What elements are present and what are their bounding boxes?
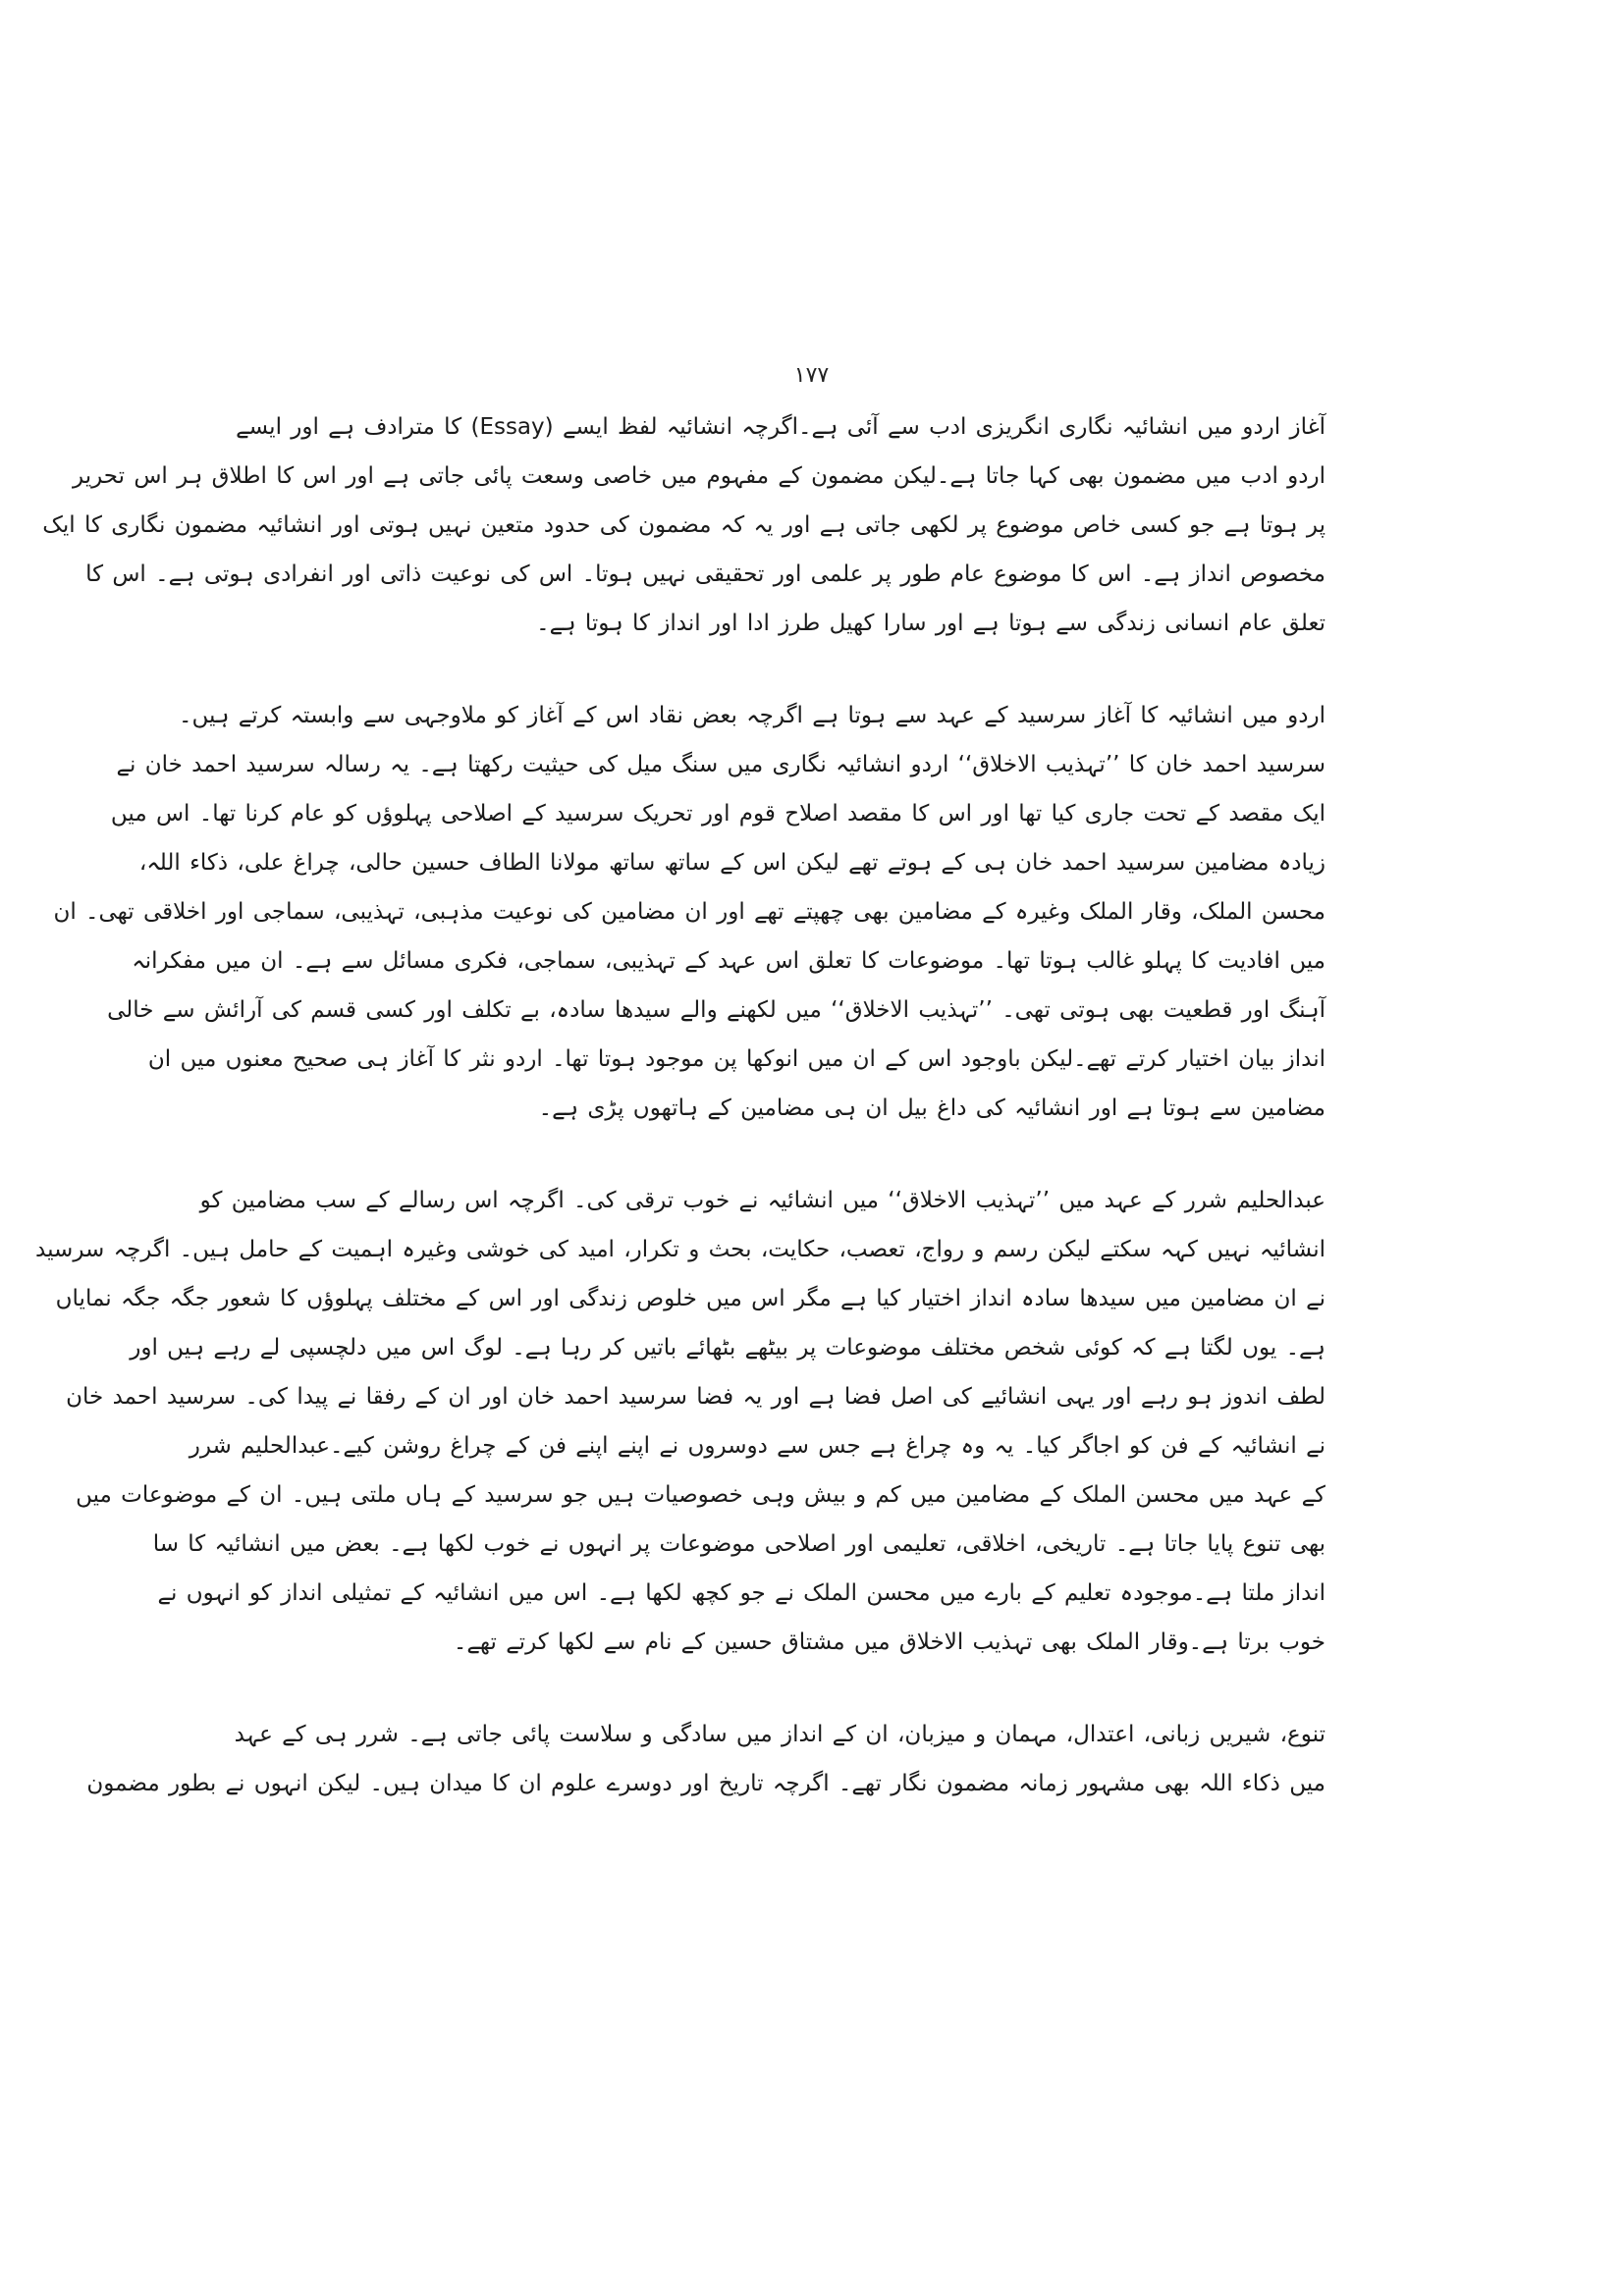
text-line: میں ذکاء اللہ بھی مشہور زمانہ مضمون نگار تھے۔ اگرچہ تاریخ اور دوسرے علوم ان کا میدان ہیں۔ لیکن انہوں نے بطور مضمون [86, 1771, 1325, 1796]
text-line: لطف اندوز ہو رہے اور یہی انشائیے کی اصل فضا ہے اور یہ فضا سرسید احمد خان اور ان کے رفقا نے پیدا کی۔ سرسید احمد خان [66, 1384, 1325, 1410]
body-text [35, 402, 1325, 1851]
text-line: ہے۔ یوں لگتا ہے کہ کوئی شخص مختلف موضوعات پر بیٹھے بٹھائے باتیں کر رہا ہے۔ لوگ اس میں دلچسپی لے رہے ہیں اور [130, 1335, 1325, 1361]
paragraph [86, 1710, 1325, 1808]
paragraph [42, 402, 1325, 648]
paragraph [53, 691, 1325, 1133]
text-line: انداز بیان اختیار کرتے تھے۔لیکن باوجود اس کے ان میں انوکھا پن موجود ہوتا تھا۔ اردو نثر کا آغاز ہی صحیح معنوں میں ان [147, 1046, 1325, 1072]
text-line: زیادہ مضامین سرسید احمد خان ہی کے ہوتے تھے لیکن اس کے ساتھ ساتھ مولانا الطاف حسین حالی، چراغ علی، ذکاء اللہ، [138, 850, 1325, 876]
text-line: مضامین سے ہوتا ہے اور انشائیہ کی داغ بیل ان ہی مضامین کے ہاتھوں پڑی ہے۔ [538, 1095, 1325, 1121]
text-line: اردو ادب میں مضمون بھی کہا جاتا ہے۔لیکن مضمون کے مفہوم میں خاصی وسعت پائی جاتی ہے اور اس کا اطلاق ہر اس تحریر [73, 463, 1325, 489]
paragraph [35, 1176, 1325, 1667]
text-line: پر ہوتا ہے جو کسی خاص موضوع پر لکھی جاتی ہے اور یہ کہ مضمون کی حدود متعین نہیں ہوتی اور انشائیہ مضمون نگاری کا ایک [42, 512, 1325, 538]
text-line: محسن الملک، وقار الملک وغیرہ کے مضامین بھی چھپتے تھے اور ان مضامین کی نوعیت مذہبی، تہذیبی، سماجی اور اخلاقی تھی۔ ان [53, 899, 1325, 925]
text-line: نے انشائیہ کے فن کو اجاگر کیا۔ یہ وہ چراغ ہے جس سے دوسروں نے اپنے اپنے فن کے چراغ روشن کیے۔عبدالحلیم شرر [189, 1433, 1325, 1459]
text-line: عبدالحلیم شرر کے عہد میں ’’تہذیب الاخلاق‘‘ میں انشائیہ نے خوب ترقی کی۔ اگرچہ اس رسالے کے سب مضامین کو [199, 1188, 1325, 1213]
text-line: کے عہد میں محسن الملک کے مضامین میں کم و بیش وہی خصوصیات ہیں جو سرسید کے ہاں ملتی ہیں۔ ان کے موضوعات میں [76, 1482, 1325, 1508]
text-line: تعلق عام انسانی زندگی سے ہوتا ہے اور سارا کھیل طرز ادا اور انداز کا ہوتا ہے۔ [536, 611, 1325, 636]
text-line: سرسید احمد خان کا ’’تہذیب الاخلاق‘‘ اردو انشائیہ نگاری میں سنگ میل کی حیثیت رکھتا ہے۔ یہ رسالہ سرسید احمد خان نے [116, 752, 1325, 777]
text-line: انشائیہ نہیں کہہ سکتے لیکن رسم و رواج، تعصب، حکایت، بحث و تکرار، امید کی خوشی وغیرہ اہمیت کے حامل ہیں۔ اگرچہ سرسید [35, 1237, 1325, 1262]
text-line: اردو میں انشائیہ کا آغاز سرسید کے عہد سے ہوتا ہے اگرچہ بعض نقاد اس کے آغاز کو ملاوجہی سے وابستہ کرتے ہیں۔ [179, 703, 1325, 728]
text-line: میں افادیت کا پہلو غالب ہوتا تھا۔ موضوعات کا تعلق اس عہد کے تہذیبی، سماجی، فکری مسائل سے ہے۔ ان میں مفکرانہ [132, 948, 1325, 974]
text-line: ایک مقصد کے تحت جاری کیا تھا اور اس کا مقصد اصلاح قوم اور تحریک سرسید کے اصلاحی پہلوؤں کو عام کرنا تھا۔ اس میں [110, 801, 1325, 827]
page-number: ۱۷۷ [793, 363, 830, 388]
text-line: خوب برتا ہے۔وقار الملک بھی تہذیب الاخلاق میں مشتاق حسین کے نام سے لکھا کرتے تھے۔ [453, 1629, 1325, 1655]
text-line: مخصوص انداز ہے۔ اس کا موضوع عام طور پر علمی اور تحقیقی نہیں ہوتا۔ اس کی نوعیت ذاتی اور انفرادی ہوتی ہے۔ اس کا [85, 561, 1325, 587]
text-line: بھی تنوع پایا جاتا ہے۔ تاریخی، اخلاقی، تعلیمی اور اصلاحی موضوعات پر انہوں نے خوب لکھا ہے۔ بعض میں انشائیہ کا سا [152, 1531, 1325, 1557]
text-line: نے ان مضامین میں سیدھا سادہ انداز اختیار کیا ہے مگر اس میں خلوص زندگی اور اس کے مختلف پہلوؤں کا شعور جگہ جگہ نمایاں [55, 1286, 1325, 1311]
text-line: انداز ملتا ہے۔موجودہ تعلیم کے بارے میں محسن الملک نے جو کچھ لکھا ہے۔ اس میں انشائیہ کے تمثیلی انداز کو انہوں نے [157, 1580, 1325, 1606]
text-line: تنوع، شیریں زبانی، اعتدال، مہمان و میزبان، ان کے انداز میں سادگی و سلاست پائی جاتی ہے۔ شرر ہی کے عہد [234, 1722, 1325, 1747]
text-line: آغاز اردو میں انشائیہ نگاری انگریزی ادب سے آئی ہے۔اگرچہ انشائیہ لفظ ایسے (Essay) کا مترادف ہے اور ایسے [236, 414, 1325, 440]
text-line: آہنگ اور قطعیت بھی ہوتی تھی۔ ’’تہذیب الاخلاق‘‘ میں لکھنے والے سیدھا سادہ، بے تکلف اور کسی قسم کی آرائش سے خالی [107, 997, 1325, 1023]
